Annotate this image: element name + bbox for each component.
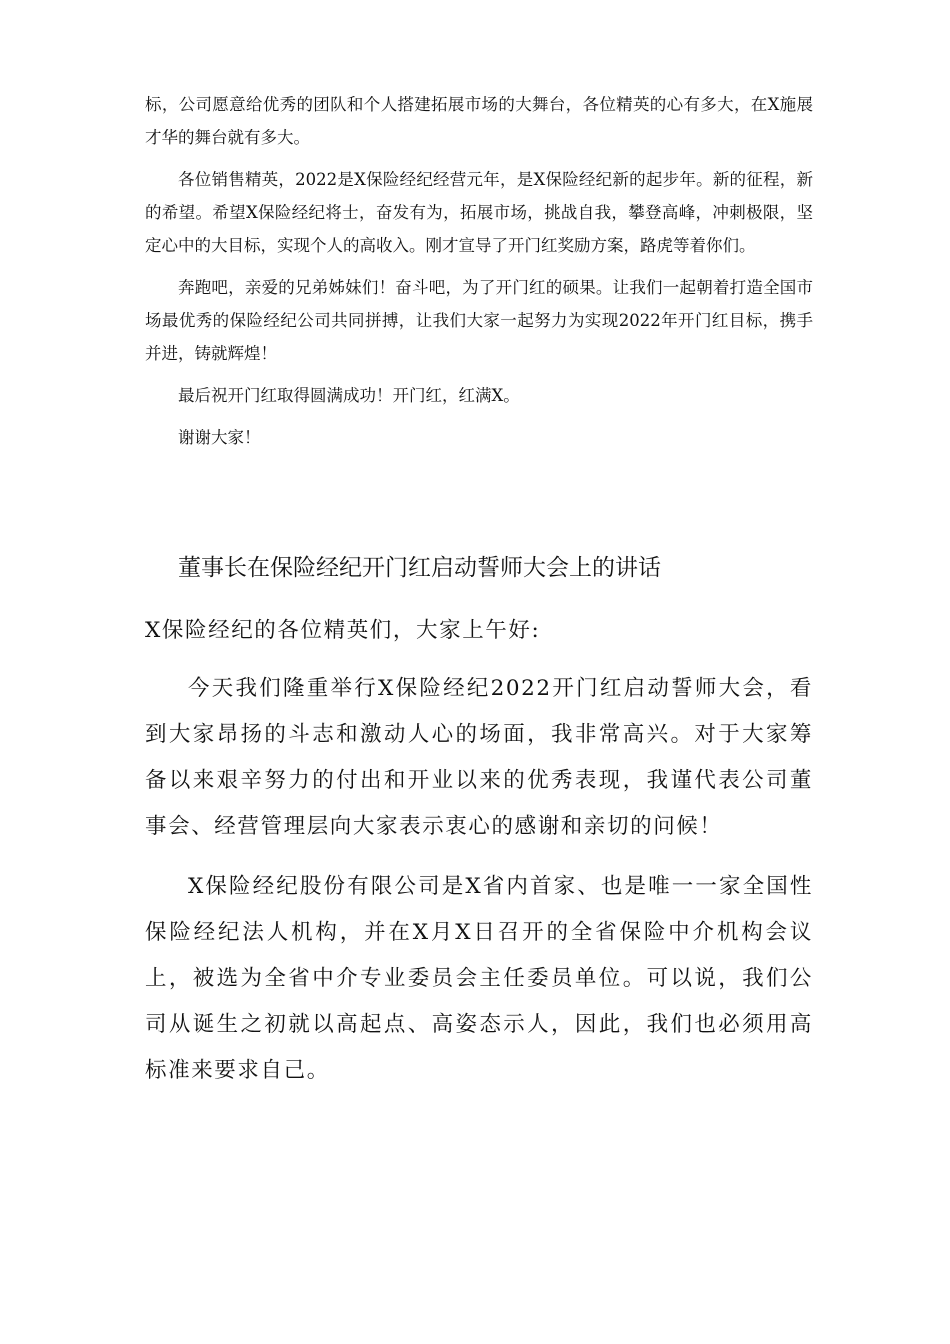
paragraph: X保险经纪股份有限公司是X省内首家、也是唯一一家全国性保险经纪法人机构，并在X月X日召开的全省保险中介机构会议上，被选为全省中介专业委员会主任委员单位。可以说，我们公司从诞生之初就以高起点、高姿态示人，因此，我们也必须用高标准来要求自己。 bbox=[145, 874, 813, 1083]
closing-wish: 最后祝开门红取得圆满成功！开门红，红满X。 bbox=[178, 386, 520, 405]
speech-body bbox=[145, 608, 813, 1108]
previous-speech-ending bbox=[145, 88, 813, 463]
closing-thanks: 谢谢大家！ bbox=[178, 428, 261, 447]
paragraph: 奔跑吧，亲爱的兄弟姊妹们！奋斗吧，为了开门红的硕果。让我们一起朝着打造全国市场最优秀的保险经纪公司共同拼搏，让我们大家一起努力为实现2022年开门红目标，携手并进，铸就辉煌！ bbox=[145, 278, 813, 363]
salutation: X保险经纪的各位精英们，大家上午好: bbox=[145, 618, 541, 643]
paragraph: 各位销售精英，2022是X保险经纪经营元年，是X保险经纪新的起步年。新的征程，新的希望。希望X保险经纪将士，奋发有为，拓展市场，挑战自我，攀登高峰，冲刺极限，坚定心中的大目标，实现个人的高收入。刚才宣导了开门红奖励方案，路虎等着你们。 bbox=[145, 170, 813, 255]
speech-title: 董事长在保险经纪开门红启动誓师大会上的讲话 bbox=[178, 555, 661, 581]
paragraph: 今天我们隆重举行X保险经纪2022开门红启动誓师大会，看到大家昂扬的斗志和激动人心的场面，我非常高兴。对于大家筹备以来艰辛努力的付出和开业以来的优秀表现，我谨代表公司董事会、经营管理层向大家表示衷心的感谢和亲切的问候！ bbox=[145, 676, 813, 839]
paragraph-continuation: 标，公司愿意给优秀的团队和个人搭建拓展市场的大舞台，各位精英的心有多大，在X施展才华的舞台就有多大。 bbox=[145, 95, 813, 147]
